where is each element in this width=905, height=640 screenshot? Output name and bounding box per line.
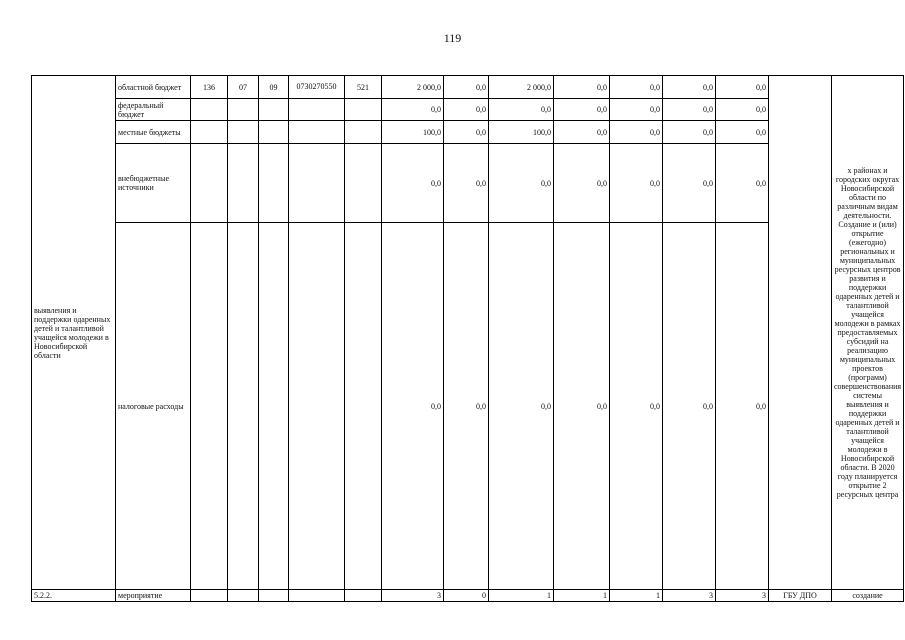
- section-code-cell: [228, 223, 259, 590]
- value-cell: 0,0: [554, 121, 610, 144]
- grbs-code-cell: [191, 590, 228, 602]
- value-cell: 3: [716, 590, 769, 602]
- value-cell: 0,0: [444, 76, 489, 99]
- target-article-code-cell: 0730270550: [289, 76, 345, 99]
- target-article-code-cell: [289, 144, 345, 223]
- value-cell: 0,0: [489, 144, 554, 223]
- target-article-code-cell: [289, 223, 345, 590]
- value-cell: 0,0: [663, 76, 716, 99]
- funding-source-cell: налоговые расходы: [116, 223, 191, 590]
- expense-type-code-cell: 521: [345, 76, 382, 99]
- value-cell: 0,0: [554, 223, 610, 590]
- funding-source-cell: внебюджетные источники: [116, 144, 191, 223]
- value-cell: 0,0: [663, 223, 716, 590]
- activity-number-cell: 5.2.2.: [32, 590, 116, 602]
- funding-source-cell: федеральный бюджет: [116, 99, 191, 121]
- value-cell: 0,0: [610, 223, 663, 590]
- value-cell: 0,0: [610, 121, 663, 144]
- value-cell: 0,0: [716, 144, 769, 223]
- value-cell: 0,0: [610, 144, 663, 223]
- executor-cell: ГБУ ДПО: [769, 590, 832, 602]
- section-code-cell: 07: [228, 76, 259, 99]
- value-cell: 0,0: [444, 121, 489, 144]
- subsection-code-cell: [259, 144, 289, 223]
- value-cell: 0,0: [663, 99, 716, 121]
- funding-source-cell: областной бюджет: [116, 76, 191, 99]
- value-cell: 1: [554, 590, 610, 602]
- subsection-code-cell: [259, 121, 289, 144]
- grbs-code-cell: [191, 99, 228, 121]
- subsection-code-cell: 09: [259, 76, 289, 99]
- section-code-cell: [228, 144, 259, 223]
- value-cell: 0,0: [489, 223, 554, 590]
- row-type-cell: мероприятие: [116, 590, 191, 602]
- value-cell: 0,0: [554, 144, 610, 223]
- grbs-code-cell: [191, 223, 228, 590]
- section-code-cell: [228, 99, 259, 121]
- subsection-code-cell: [259, 223, 289, 590]
- target-article-code-cell: [289, 99, 345, 121]
- value-cell: 0,0: [382, 99, 444, 121]
- expected-result-cell: создание: [832, 590, 904, 602]
- funding-source-cell: местные бюджеты: [116, 121, 191, 144]
- grbs-code-cell: [191, 121, 228, 144]
- value-cell: 0,0: [444, 144, 489, 223]
- value-cell: 0,0: [382, 144, 444, 223]
- value-cell: 1: [489, 590, 554, 602]
- expected-result-cell: х районах и городских округах Новосибирской области по различным видам деятельности. Создание и (или) открытие (ежегодно) региональных и муниципальных ресурсных центров развития и поддержки одаренных детей и талантливой учащейся молодежи в рамках предоставляемых субсидий на реализацию муниципальных проектов (программ) совершенствования системы выявления и поддержки одаренных детей и талантливой учащейся молодежи в Новосибирской области. В 2020 году планируется открытие 2 ресурсных центра: [832, 76, 904, 590]
- value-cell: 1: [610, 590, 663, 602]
- value-cell: 100,0: [489, 121, 554, 144]
- value-cell: 2 000,0: [382, 76, 444, 99]
- grbs-code-cell: [191, 144, 228, 223]
- value-cell: 0: [444, 590, 489, 602]
- value-cell: 0,0: [554, 76, 610, 99]
- subsection-code-cell: [259, 99, 289, 121]
- value-cell: 0,0: [716, 121, 769, 144]
- expense-type-code-cell: [345, 144, 382, 223]
- value-cell: 0,0: [716, 99, 769, 121]
- program-activities-table: [31, 75, 904, 602]
- value-cell: 0,0: [444, 223, 489, 590]
- expense-type-code-cell: [345, 223, 382, 590]
- value-cell: 0,0: [663, 144, 716, 223]
- value-cell: 0,0: [610, 76, 663, 99]
- value-cell: 0,0: [382, 223, 444, 590]
- section-code-cell: [228, 590, 259, 602]
- value-cell: 3: [382, 590, 444, 602]
- value-cell: 0,0: [554, 99, 610, 121]
- value-cell: 0,0: [716, 76, 769, 99]
- expense-type-code-cell: [345, 99, 382, 121]
- table-row: [32, 76, 904, 99]
- executor-cell: [769, 76, 832, 590]
- value-cell: 100,0: [382, 121, 444, 144]
- target-article-code-cell: [289, 121, 345, 144]
- expense-type-code-cell: [345, 121, 382, 144]
- activity-name-cell: выявления и поддержки одаренных детей и талантливой учащейся молодежи в Новосибирской области: [32, 76, 116, 590]
- section-code-cell: [228, 121, 259, 144]
- value-cell: 2 000,0: [489, 76, 554, 99]
- table-row: [32, 590, 904, 602]
- grbs-code-cell: 136: [191, 76, 228, 99]
- page-number: 119: [443, 31, 462, 45]
- value-cell: 3: [663, 590, 716, 602]
- value-cell: 0,0: [716, 223, 769, 590]
- subsection-code-cell: [259, 590, 289, 602]
- target-article-code-cell: [289, 590, 345, 602]
- expense-type-code-cell: [345, 590, 382, 602]
- value-cell: 0,0: [489, 99, 554, 121]
- value-cell: 0,0: [444, 99, 489, 121]
- value-cell: 0,0: [610, 99, 663, 121]
- value-cell: 0,0: [663, 121, 716, 144]
